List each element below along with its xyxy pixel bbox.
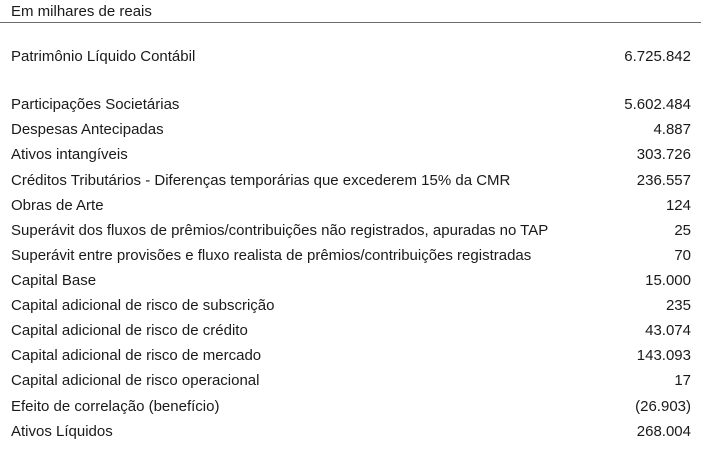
row-value: 15.000 bbox=[645, 272, 691, 289]
row-value: 143.093 bbox=[636, 347, 691, 364]
header-divider bbox=[0, 22, 701, 23]
equity-row bbox=[11, 44, 691, 69]
unit-caption: Em milhares de reais bbox=[11, 3, 152, 20]
row-label: Obras de Arte bbox=[11, 197, 104, 214]
table-row bbox=[11, 368, 691, 393]
row-value: 236.557 bbox=[636, 172, 691, 189]
table-row bbox=[11, 268, 691, 293]
row-value: 303.726 bbox=[636, 146, 691, 163]
table-row bbox=[11, 142, 691, 167]
table-row bbox=[11, 168, 691, 193]
table-row bbox=[11, 293, 691, 318]
row-label: Despesas Antecipadas bbox=[11, 121, 164, 138]
row-value: 268.004 bbox=[636, 423, 691, 440]
row-value: 235 bbox=[665, 297, 691, 314]
row-label: Superávit entre provisões e fluxo realista de prêmios/contribuições registradas bbox=[11, 247, 532, 264]
row-value: 25 bbox=[674, 222, 691, 239]
table-row bbox=[11, 394, 691, 419]
table-row bbox=[11, 343, 691, 368]
row-value: 43.074 bbox=[645, 322, 691, 339]
table-row bbox=[11, 117, 691, 142]
row-label: Créditos Tributários - Diferenças temporárias que excederem 15% da CMR bbox=[11, 172, 511, 189]
table-row bbox=[11, 193, 691, 218]
row-value: 4.887 bbox=[653, 121, 691, 138]
table-row bbox=[11, 92, 691, 117]
row-value: 17 bbox=[674, 372, 691, 389]
row-label: Capital Base bbox=[11, 272, 97, 289]
row-label: Ativos intangíveis bbox=[11, 146, 128, 163]
row-label: Capital adicional de risco de subscrição bbox=[11, 297, 275, 314]
row-label: Participações Societárias bbox=[11, 96, 180, 113]
row-label: Efeito de correlação (benefício) bbox=[11, 398, 220, 415]
table-row bbox=[11, 419, 691, 444]
row-value: (26.903) bbox=[635, 398, 691, 415]
row-label: Capital adicional de risco operacional bbox=[11, 372, 260, 389]
table-row bbox=[11, 243, 691, 268]
row-value: 5.602.484 bbox=[624, 96, 691, 113]
row-label: Ativos Líquidos bbox=[11, 423, 113, 440]
row-value: 6.725.842 bbox=[624, 48, 691, 65]
table-row bbox=[11, 318, 691, 343]
row-value: 124 bbox=[665, 197, 691, 214]
row-value: 70 bbox=[674, 247, 691, 264]
row-label: Capital adicional de risco de crédito bbox=[11, 322, 248, 339]
row-label: Patrimônio Líquido Contábil bbox=[11, 48, 196, 65]
table-row bbox=[11, 218, 691, 243]
row-label: Superávit dos fluxos de prêmios/contribuições não registrados, apuradas no TAP bbox=[11, 222, 549, 239]
row-label: Capital adicional de risco de mercado bbox=[11, 347, 262, 364]
